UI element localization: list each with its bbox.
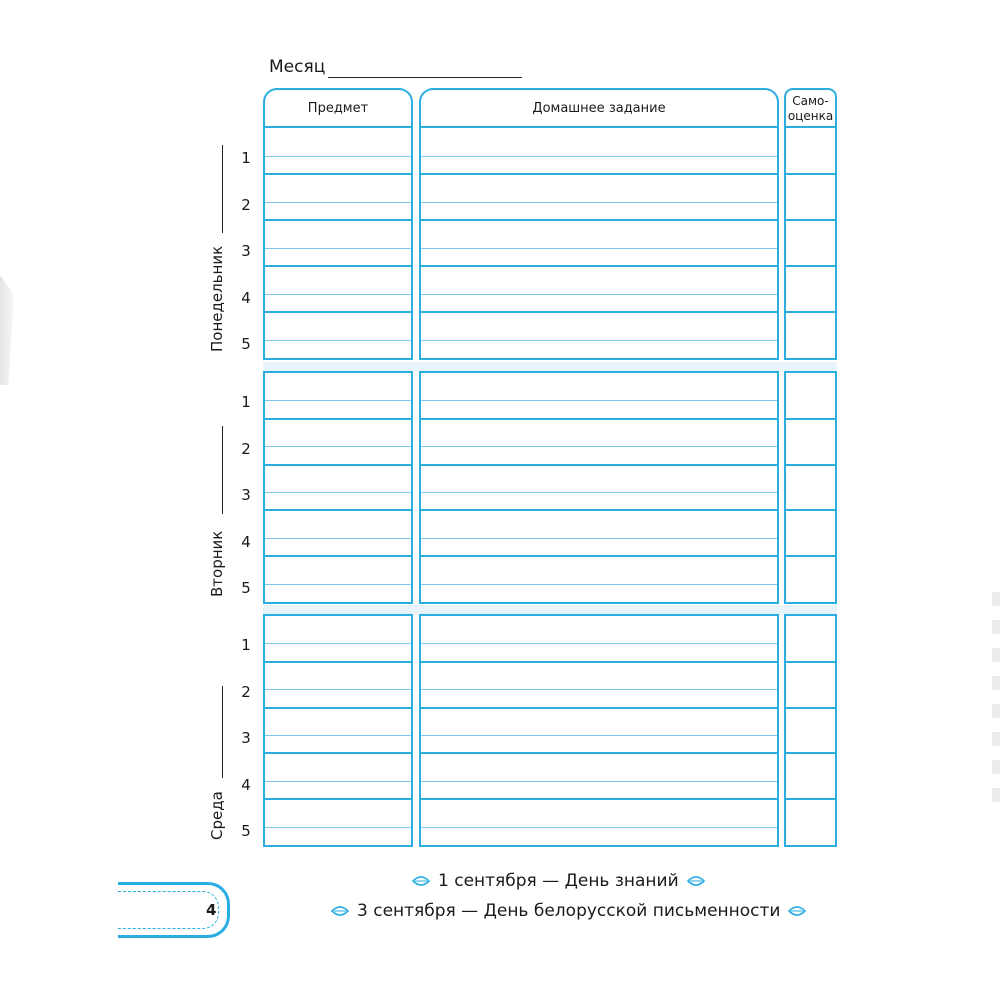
lesson-row-divider <box>265 173 411 175</box>
lesson-row-divider <box>421 752 777 754</box>
page-number: 4 <box>206 901 217 919</box>
lesson-number: 4 <box>241 776 251 794</box>
lesson-row-divider <box>421 464 777 466</box>
ruled-line <box>421 735 777 736</box>
lesson-number: 5 <box>241 335 251 353</box>
lesson-row-divider <box>786 509 835 511</box>
day-block-tuesday <box>0 371 1000 604</box>
ruled-line <box>421 827 777 828</box>
lesson-row-divider <box>786 555 835 557</box>
note-text: 1 сентября — День знаний <box>438 871 679 891</box>
lesson-row-divider <box>421 265 777 267</box>
lesson-row-divider <box>421 311 777 313</box>
lesson-row-divider <box>265 555 411 557</box>
ruled-line <box>421 202 777 203</box>
lesson-number: 5 <box>241 822 251 840</box>
homework-column[interactable] <box>419 126 779 360</box>
lesson-row-divider <box>265 707 411 709</box>
lesson-row-divider <box>786 661 835 663</box>
lesson-number: 2 <box>241 440 251 458</box>
ruled-line <box>421 689 777 690</box>
lesson-row-divider <box>786 265 835 267</box>
leaf-icon <box>331 905 349 917</box>
ruled-line <box>421 294 777 295</box>
note-text: 3 сентября — День белорусской письменности <box>357 901 781 921</box>
ruled-line <box>421 400 777 401</box>
lesson-row-divider <box>421 798 777 800</box>
lesson-row-divider <box>265 661 411 663</box>
day-name-line <box>222 145 223 233</box>
leaf-icon <box>788 905 806 917</box>
month-label: Месяц <box>269 57 326 77</box>
ruled-line <box>421 584 777 585</box>
subject-column[interactable] <box>263 126 413 360</box>
lesson-row-divider <box>265 509 411 511</box>
month-input-line[interactable] <box>328 77 522 78</box>
header-self-assessment <box>784 88 837 126</box>
lesson-row-divider <box>265 798 411 800</box>
header-subject: Предмет <box>263 88 413 126</box>
lesson-row-divider <box>421 707 777 709</box>
day-block-wednesday <box>0 614 1000 847</box>
ruled-line <box>265 446 411 447</box>
ruled-line <box>265 538 411 539</box>
header-self-line1: Само- <box>792 94 829 108</box>
lesson-row-divider <box>786 418 835 420</box>
leaf-icon <box>687 875 705 887</box>
subject-column[interactable] <box>263 371 413 604</box>
ruled-line <box>421 446 777 447</box>
ruled-line <box>421 156 777 157</box>
self-assessment-column[interactable] <box>784 126 837 360</box>
ruled-line <box>265 492 411 493</box>
lesson-row-divider <box>421 661 777 663</box>
header-homework: Домашнее задание <box>419 88 779 126</box>
note-line <box>412 871 705 891</box>
leaf-icon <box>412 875 430 887</box>
ruled-line <box>265 202 411 203</box>
day-name-line <box>222 686 223 778</box>
day-name-monday: Понедельник <box>208 245 226 352</box>
lesson-row-divider <box>265 265 411 267</box>
ruled-line <box>421 492 777 493</box>
note-line <box>331 901 806 921</box>
lesson-row-divider <box>265 311 411 313</box>
day-name-wednesday: Среда <box>208 791 226 840</box>
lesson-row-divider <box>421 509 777 511</box>
ruled-line <box>421 643 777 644</box>
ruled-line <box>265 248 411 249</box>
self-assessment-column[interactable] <box>784 371 837 604</box>
lesson-row-divider <box>786 311 835 313</box>
lesson-row-divider <box>786 707 835 709</box>
lesson-number: 3 <box>241 486 251 504</box>
lesson-number: 2 <box>241 196 251 214</box>
ruled-line <box>421 538 777 539</box>
self-assessment-column[interactable] <box>784 614 837 847</box>
lesson-row-divider <box>786 752 835 754</box>
ruled-line <box>265 827 411 828</box>
lesson-row-divider <box>786 798 835 800</box>
homework-column[interactable] <box>419 371 779 604</box>
lesson-number: 4 <box>241 533 251 551</box>
lesson-row-divider <box>786 219 835 221</box>
lesson-row-divider <box>265 418 411 420</box>
lesson-number: 5 <box>241 579 251 597</box>
lesson-row-divider <box>421 219 777 221</box>
ruled-line <box>265 400 411 401</box>
ruled-line <box>421 248 777 249</box>
lesson-number: 2 <box>241 683 251 701</box>
lesson-row-divider <box>265 752 411 754</box>
ruled-line <box>265 643 411 644</box>
ruled-line <box>265 735 411 736</box>
subject-column[interactable] <box>263 614 413 847</box>
lesson-number: 1 <box>241 149 251 167</box>
lesson-number: 3 <box>241 729 251 747</box>
ruled-line <box>265 781 411 782</box>
ruled-line <box>421 781 777 782</box>
day-block-monday <box>0 126 1000 360</box>
lesson-row-divider <box>265 464 411 466</box>
ruled-line <box>265 584 411 585</box>
lesson-row-divider <box>421 173 777 175</box>
lesson-row-divider <box>786 464 835 466</box>
day-name-tuesday: Вторник <box>208 530 226 597</box>
lesson-row-divider <box>786 173 835 175</box>
day-name-line <box>222 426 223 514</box>
lesson-number: 3 <box>241 242 251 260</box>
lesson-row-divider <box>421 555 777 557</box>
ruled-line <box>265 340 411 341</box>
header-self-line2: оценка <box>787 109 834 123</box>
ruled-line <box>265 156 411 157</box>
ruled-line <box>265 294 411 295</box>
lesson-number: 1 <box>241 393 251 411</box>
lesson-row-divider <box>265 219 411 221</box>
lesson-number: 4 <box>241 289 251 307</box>
homework-column[interactable] <box>419 614 779 847</box>
lesson-number: 1 <box>241 636 251 654</box>
ruled-line <box>265 689 411 690</box>
ruled-line <box>421 340 777 341</box>
lesson-row-divider <box>421 418 777 420</box>
